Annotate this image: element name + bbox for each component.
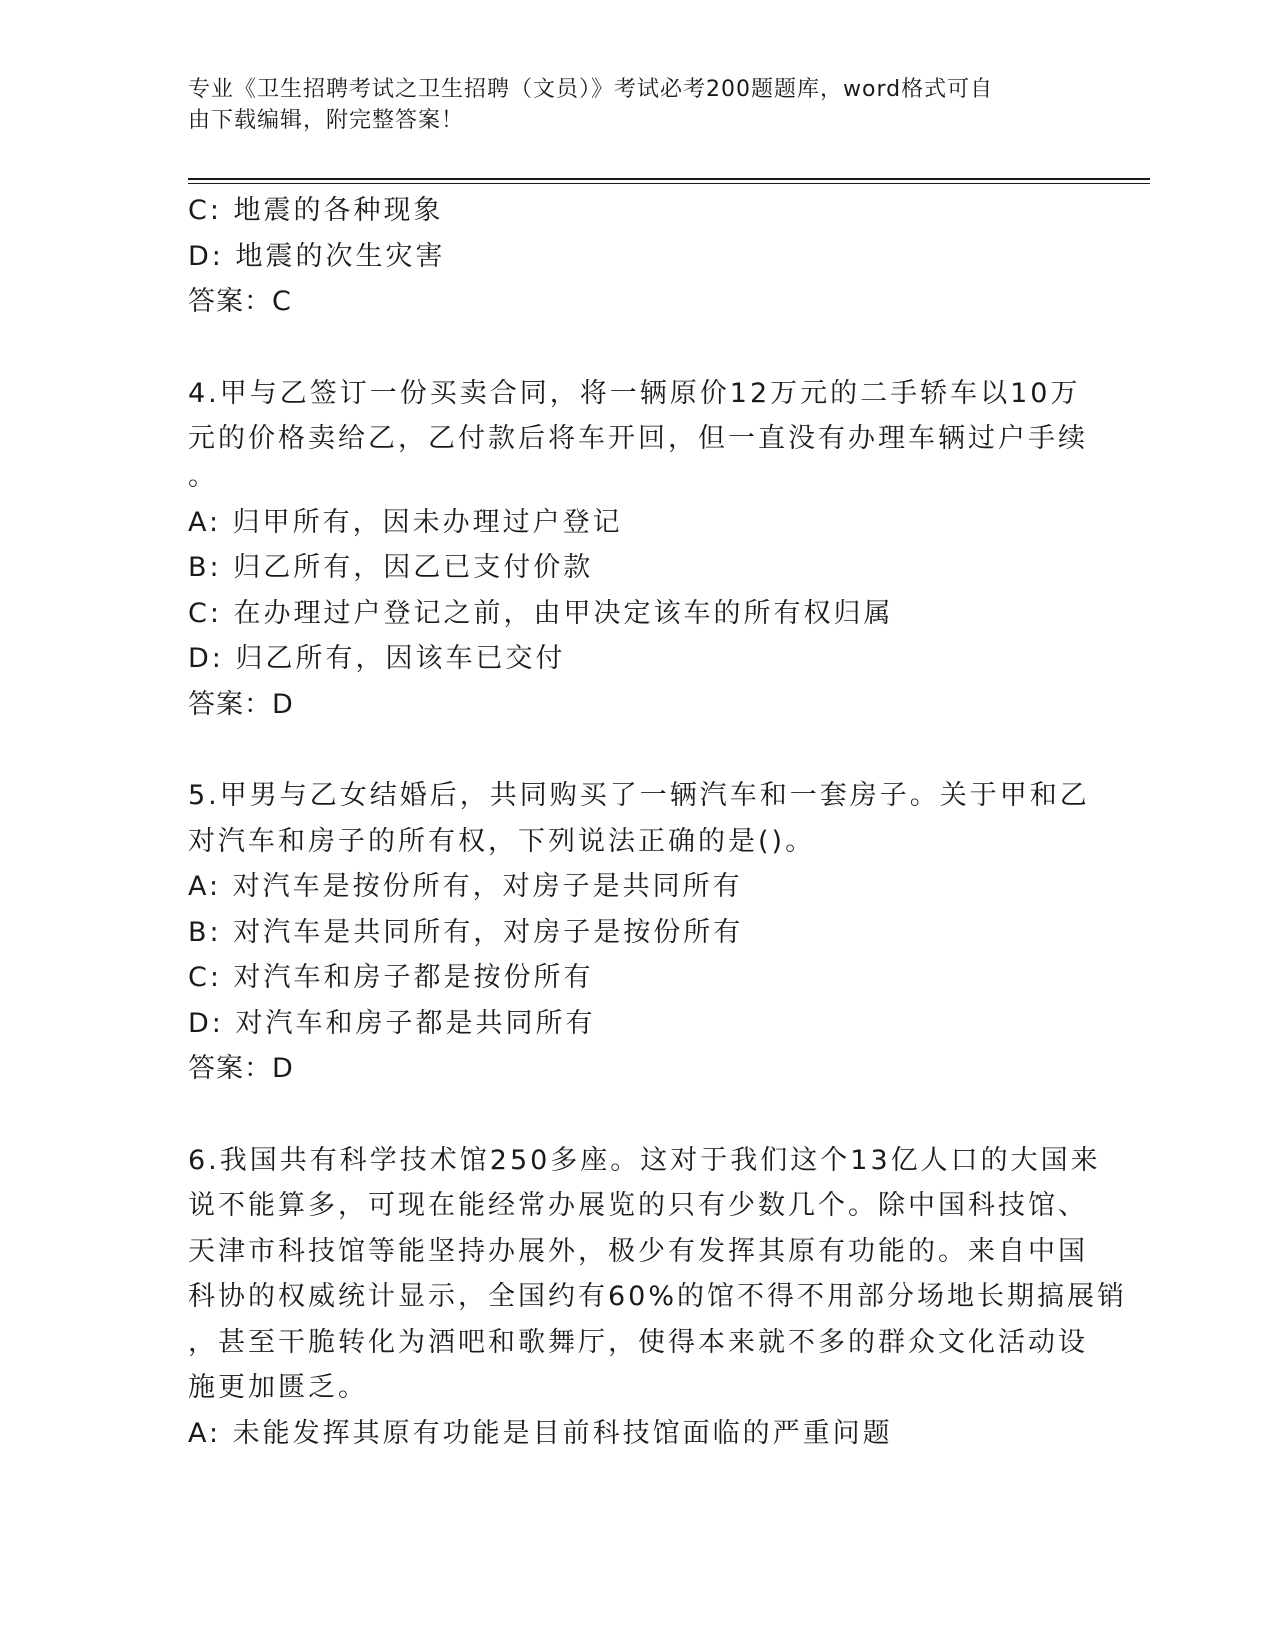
question-6-stem-line-1: 6.我国共有科学技术馆250多座。这对于我们这个13亿人口的大国来 <box>188 1144 1101 1176</box>
question-4-option-d: D: 归乙所有，因该车已交付 <box>188 643 566 674</box>
question-4-stem-line-2: 元的价格卖给乙，乙付款后将车开回，但一直没有办理车辆过户手续 <box>188 423 1088 454</box>
question-6-stem-line-2: 说不能算多，可现在能经常办展览的只有少数几个。除中国科技馆、 <box>188 1190 1088 1221</box>
question-5-stem-line-2: 对汽车和房子的所有权，下列说法正确的是()。 <box>188 825 816 857</box>
question-5-option-d: D: 对汽车和房子都是共同所有 <box>188 1007 596 1039</box>
question-spacer <box>188 727 1088 773</box>
document-header <box>188 74 1068 136</box>
question-6-stem-line-3: 天津市科技馆等能坚持办展外，极少有发挥其原有功能的。来自中国 <box>188 1235 1088 1267</box>
question-content <box>188 188 1128 1456</box>
header-divider-thin <box>188 183 1150 184</box>
question-3-answer: 答案：C <box>188 286 292 317</box>
question-6-stem-line-5: ，甚至干脆转化为酒吧和歌舞厅，使得本来就不多的群众文化活动设 <box>188 1326 1088 1358</box>
question-4-option-b: B: 归乙所有，因乙已支付价款 <box>188 552 594 583</box>
question-5-answer: 答案：D <box>188 1053 294 1084</box>
question-4-stem-line-3: 。 <box>188 460 218 492</box>
header-divider-thick <box>188 178 1150 180</box>
question-5-stem-line-1: 5.甲男与乙女结婚后，共同购买了一辆汽车和一套房子。关于甲和乙 <box>188 780 1090 811</box>
question-3-option-c: C: 地震的各种现象 <box>188 195 444 226</box>
question-5-option-b: B: 对汽车是共同所有，对房子是按份所有 <box>188 916 744 948</box>
question-6-stem-line-6: 施更加匮乏。 <box>188 1372 368 1403</box>
question-6 <box>188 1138 1128 1457</box>
question-6-option-a: A: 未能发挥其原有功能是目前科技馆面临的严重问题 <box>188 1417 893 1449</box>
question-5-option-a: A: 对汽车是按份所有，对房子是共同所有 <box>188 871 743 902</box>
question-spacer <box>188 1092 1088 1138</box>
header-line-1: 专业《卫生招聘考试之卫生招聘（文员）》考试必考200题题库，word格式可自 <box>188 77 994 102</box>
question-4-option-a: A: 归甲所有，因未办理过户登记 <box>188 506 623 538</box>
question-5-option-c: C: 对汽车和房子都是按份所有 <box>188 962 594 993</box>
question-6-stem-line-4: 科协的权威统计显示，全国约有60%的馆不得不用部分场地长期搞展销 <box>188 1281 1128 1312</box>
question-4-stem-line-1: 4.甲与乙签订一份买卖合同，将一辆原价12万元的二手轿车以10万 <box>188 377 1081 409</box>
question-5 <box>188 773 1088 1092</box>
question-3-option-d: D: 地震的次生灾害 <box>188 240 446 272</box>
question-spacer <box>188 325 1088 371</box>
question-4-option-c: C: 在办理过户登记之前，由甲决定该车的所有权归属 <box>188 597 894 629</box>
question-4-answer: 答案：D <box>188 688 294 720</box>
question-4 <box>188 371 1088 728</box>
question-3 <box>188 188 1088 325</box>
header-line-2: 由下载编辑，附完整答案！ <box>188 108 465 133</box>
